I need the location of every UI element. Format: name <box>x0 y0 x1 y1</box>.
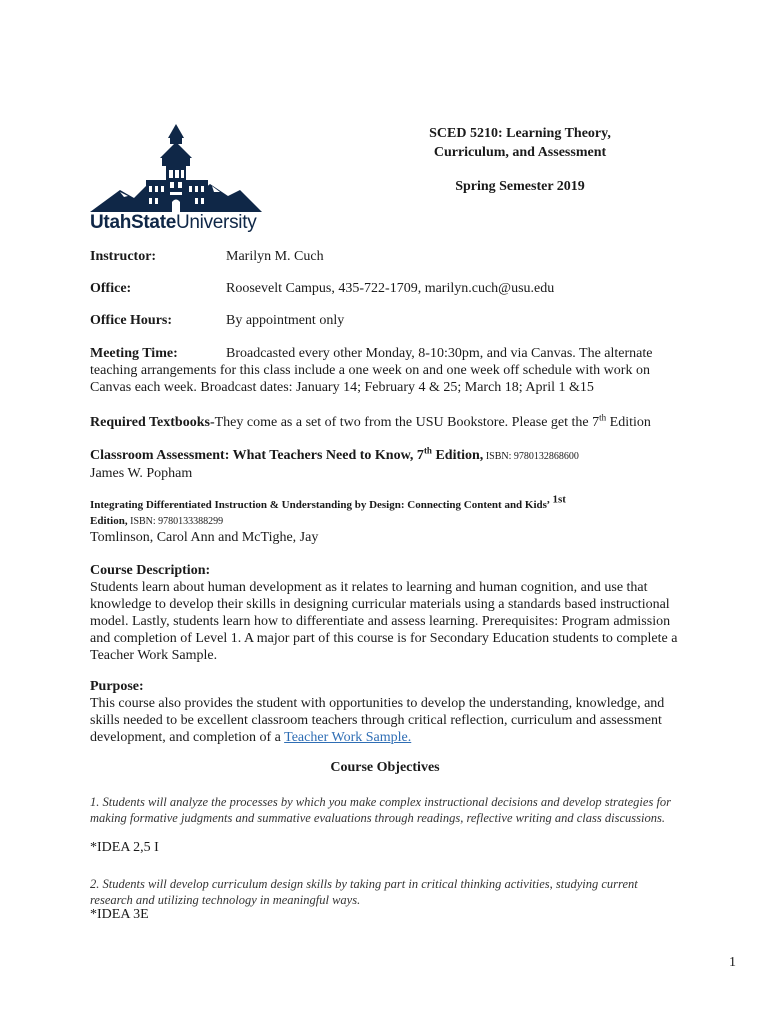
course-description-text: Students learn about human development as it relates to learning and human cognition, and use that knowledge to develop their skills in designing curricular materials using a standards based instructional model. Lastly, students learn how to differentiate and assess learning. Prerequisites: Program admission and completion of Level 1. A major part of this course is for Secondary Education students to complete a Teacher Work Sample. <box>90 580 678 663</box>
semester: Spring Semester 2019 <box>455 179 585 194</box>
office-hours-label: Office Hours: <box>90 313 173 328</box>
meeting-time <box>90 345 680 396</box>
purpose <box>90 678 680 746</box>
office-value: Roosevelt Campus, 435-722-1709, marilyn.cuch@usu.edu <box>226 281 555 296</box>
book-2 <box>90 493 680 546</box>
teacher-work-sample-link[interactable]: Teacher Work Sample. <box>284 730 412 745</box>
office-hours-value: By appointment only <box>226 313 345 328</box>
wordmark-strong: UtahState <box>90 212 176 233</box>
objective-2-idea: *IDEA 3E <box>90 907 149 922</box>
book1-edition: Edition, <box>431 448 484 463</box>
course-title-line2: Curriculum, and Assessment <box>433 145 607 160</box>
office-label: Office: <box>90 281 132 296</box>
book2-edition: Edition, <box>90 515 128 527</box>
book-1 <box>90 447 680 482</box>
meeting-time-label: Meeting Time: <box>90 346 178 361</box>
book2-title: Integrating Differentiated Instruction & Understanding by Design: Connecting Content and Kids <box>90 499 547 511</box>
book1-sup: th <box>423 445 432 456</box>
book2-isbn: ISBN: 9780133388299 <box>127 516 224 527</box>
page-number: 1 <box>729 955 736 970</box>
objective-2: 2. Students will develop curriculum design skills by taking part in critical thinking activities, studying current research and utilizing technology in meaningful ways. <box>90 877 638 907</box>
course-title-block <box>400 124 640 196</box>
book1-isbn: ISBN: 9780132868600 <box>483 451 579 462</box>
course-title-line1: SCED 5210: Learning Theory, <box>429 126 611 141</box>
required-textbooks <box>90 414 680 431</box>
usu-logo <box>90 122 262 234</box>
university-wordmark <box>90 212 256 234</box>
course-description-heading: Course Description: <box>90 563 211 578</box>
meeting-time-text: Broadcasted every other Monday, 8-10:30pm, and via Canvas. The alternate teaching arrangements for this class include a one week on and one week off schedule with work on Canvas each week. Broadcast dates: January 14; February 4 & 25; March 18; April 1 &15 <box>90 346 653 395</box>
course-description <box>90 562 680 664</box>
book2-author: Tomlinson, Carol Ann and McTighe, Jay <box>90 530 319 545</box>
instructor-value: Marilyn M. Cuch <box>226 249 324 264</box>
instructor-label: Instructor: <box>90 249 157 264</box>
textbooks-text: They come as a set of two from the USU Bookstore. Please get the 7 <box>214 415 600 430</box>
purpose-text: This course also provides the student with opportunities to develop the understanding, knowledge, and skills needed to be excellent classroom teachers through critical reflection, curriculum and assessment development, and completion of a <box>90 696 665 745</box>
book1-title: Classroom Assessment: What Teachers Need to Know, 7 <box>90 448 424 463</box>
old-main-tower-icon <box>90 122 262 214</box>
objective-1: 1. Students will analyze the processes by which you make complex instructional decisions and develop strategies for making formative judgments and summative evaluations through readings, reflective writing and class discussions. <box>90 795 672 825</box>
book1-author: James W. Popham <box>90 466 193 481</box>
wordmark-regular: University <box>175 212 257 233</box>
purpose-heading: Purpose: <box>90 679 144 694</box>
objective-1-idea: *IDEA 2,5 I <box>90 840 159 855</box>
textbooks-text-end: Edition <box>606 415 651 430</box>
book2-sup: , 1st <box>546 493 566 506</box>
course-objectives-heading: Course Objectives <box>330 760 440 775</box>
textbooks-label: Required Textbooks- <box>90 415 215 430</box>
textbooks-sup: th <box>599 412 607 423</box>
